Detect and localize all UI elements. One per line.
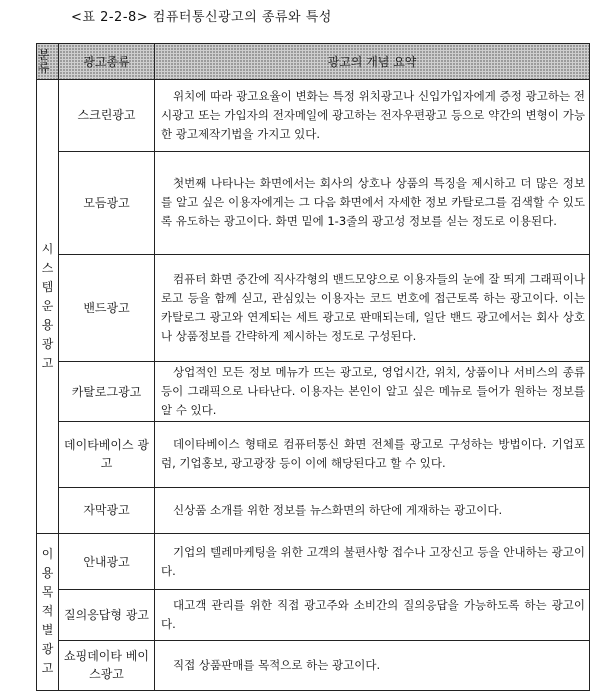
ad-summary-cell: 데이타베이스 형태로 컴퓨터통신 화면 전체를 광고로 구성하는 방법이다. 기업포럼, 기업홍보, 광고광장 등이 이에 해당된다고 할 수 있다. bbox=[155, 421, 590, 487]
ad-types-table bbox=[36, 43, 590, 691]
table-row bbox=[37, 80, 590, 152]
header-classification: 분류 bbox=[37, 44, 59, 80]
ad-summary-cell: 첫번째 나타나는 화면에서는 회사의 상호나 상품의 특징을 제시하고 더 많은 정보를 알고 싶은 이용자에게는 그 다음 화면에서 자세한 정보 카탈로그를 검색할 수 있도록 유도하는 광고이다. 화면 밑에 1-3줄의 광고성 정보를 싣는 정도로 이용된다. bbox=[155, 151, 590, 254]
ad-type-cell: 밴드광고 bbox=[59, 254, 155, 362]
table-row bbox=[37, 254, 590, 362]
ad-type-cell: 쇼핑데이타 베이스광고 bbox=[59, 640, 155, 690]
ad-type-cell: 데이타베이스 광고 bbox=[59, 421, 155, 487]
category-purpose bbox=[37, 533, 59, 690]
table-row bbox=[37, 362, 590, 422]
ad-type-cell: 카탈로그광고 bbox=[59, 362, 155, 422]
ad-summary-cell: 기업의 텔레마케팅을 위한 고객의 불편사항 접수나 고장신고 등을 안내하는 광고이다. bbox=[155, 533, 590, 589]
ad-types-table-container bbox=[36, 43, 589, 691]
ad-summary-cell: 상업적인 모든 정보 메뉴가 뜨는 광고로, 영업시간, 위치, 상품이나 서비스의 종류 등이 그래픽으로 나타난다. 이용자는 본인이 알고 싶은 메뉴로 들어가 원하는 정보를 알 수 있다. bbox=[155, 362, 590, 422]
ad-summary-cell: 직접 상품판매를 목적으로 하는 광고이다. bbox=[155, 640, 590, 690]
header-ad-type: 광고종류 bbox=[59, 44, 155, 80]
ad-type-cell: 질의응답형 광고 bbox=[59, 590, 155, 640]
table-header-row bbox=[37, 44, 590, 80]
table-row bbox=[37, 533, 590, 589]
table-row bbox=[37, 640, 590, 690]
ad-summary-cell: 신상품 소개를 위한 정보를 뉴스화면의 하단에 게재하는 광고이다. bbox=[155, 487, 590, 533]
ad-type-cell: 자막광고 bbox=[59, 487, 155, 533]
ad-summary-cell: 대고객 관리를 위한 직접 광고주와 소비간의 질의응답을 가능하도록 하는 광고이다. bbox=[155, 590, 590, 640]
ad-type-cell: 모듬광고 bbox=[59, 151, 155, 254]
ad-summary-cell: 컴퓨터 화면 중간에 직사각형의 밴드모양으로 이용자들의 눈에 잘 띄게 그래픽이나 로고 등을 함께 싣고, 관심있는 이용자는 코드 번호에 접근토록 하는 광고이다. 이는 카탈로그 광고와 연계되는 세트 광고로 판매되는데, 일단 밴드 광고에서는 회사 상호나 상품정보를 간략하게 제시하는 정도로 구성된다. bbox=[155, 254, 590, 362]
category-system-operation bbox=[37, 80, 59, 534]
header-summary: 광고의 개념 요약 bbox=[155, 44, 590, 80]
table-row bbox=[37, 590, 590, 640]
table-row bbox=[37, 421, 590, 487]
table-caption: <표 2-2-8> 컴퓨터통신광고의 종류와 특성 bbox=[71, 10, 332, 25]
ad-type-cell: 스크린광고 bbox=[59, 80, 155, 152]
ad-summary-cell: 위치에 따라 광고요율이 변화는 특정 위치광고나 신입가입자에게 증정 광고하는 전시광고 또는 가입자의 전자메일에 광고하는 전자우편광고 등으로 약간의 변형이 가능한 광고제작기법을 가지고 있다. bbox=[155, 80, 590, 152]
category-label: 시스템운용광고 bbox=[41, 241, 54, 370]
category-label: 이용목적별광고 bbox=[41, 547, 54, 676]
table-row bbox=[37, 151, 590, 254]
table-row bbox=[37, 487, 590, 533]
ad-type-cell: 안내광고 bbox=[59, 533, 155, 589]
